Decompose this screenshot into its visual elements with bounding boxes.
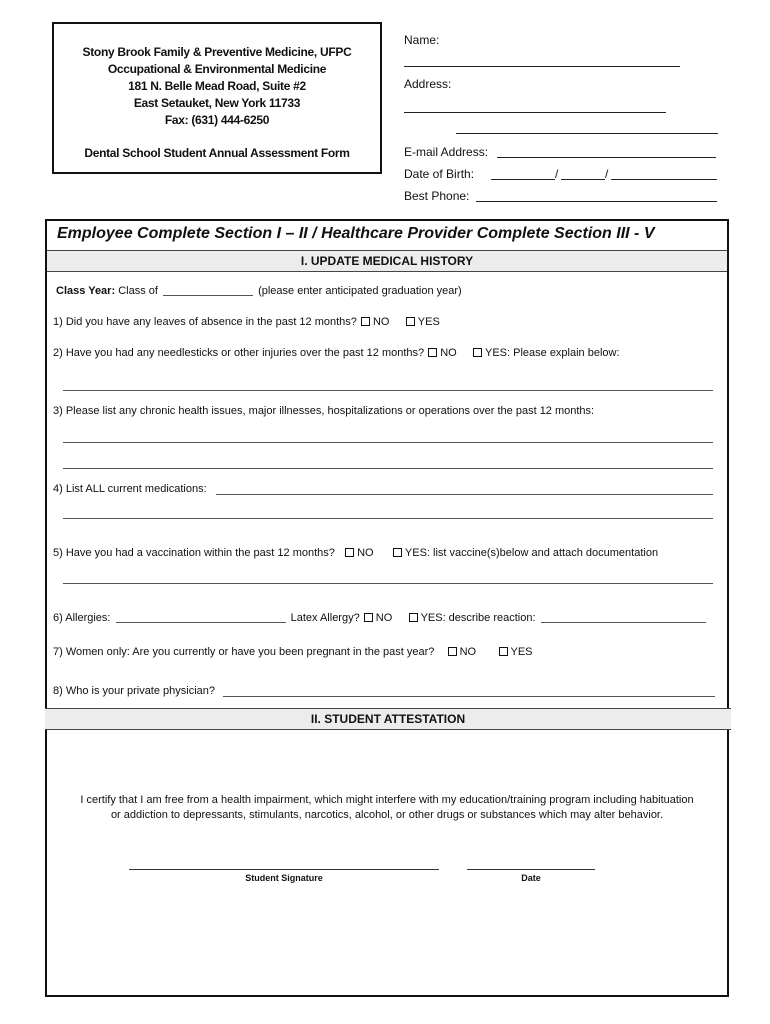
dob-year-field[interactable] bbox=[611, 179, 717, 180]
address-label: Address: bbox=[404, 77, 452, 91]
question-8-text: 8) Who is your private physician? bbox=[53, 685, 216, 697]
form-name: Dental School Student Annual Assessment Form bbox=[84, 146, 350, 160]
section1-header: I. UPDATE MEDICAL HISTORY bbox=[47, 250, 727, 272]
attestation-statement bbox=[47, 793, 727, 823]
section2-header: II. STUDENT ATTESTATION bbox=[45, 708, 731, 730]
class-year-field[interactable] bbox=[163, 295, 253, 296]
q7-no-label: NO bbox=[459, 646, 477, 658]
question-7-text: 7) Women only: Are you currently or have you been pregnant in the past year? bbox=[53, 646, 435, 658]
q5-vaccine-field[interactable] bbox=[63, 583, 713, 584]
q7-no-checkbox[interactable] bbox=[448, 647, 457, 656]
class-year-hint: (please enter anticipated graduation year) bbox=[258, 285, 462, 297]
q4-answer-line2[interactable] bbox=[63, 518, 713, 519]
dob-separator: / bbox=[605, 167, 609, 181]
q2-yes-checkbox[interactable] bbox=[473, 348, 482, 357]
phone-label: Best Phone: bbox=[404, 189, 470, 203]
reaction-field[interactable] bbox=[541, 622, 706, 623]
class-year-label: Class Year: bbox=[56, 285, 116, 297]
q5-no-label: NO bbox=[357, 547, 374, 559]
signature-label: Student Signature bbox=[245, 873, 323, 883]
q5-yes-checkbox[interactable] bbox=[393, 548, 402, 557]
q3-answer-line2[interactable] bbox=[63, 468, 713, 469]
org-line: Occupational & Environmental Medicine bbox=[107, 62, 327, 76]
attestation-line: I certify that I am free from a health impairment, which might interfere with my education/training program including habituation bbox=[80, 794, 694, 806]
q7-yes-checkbox[interactable] bbox=[499, 647, 508, 656]
form-instructions-title: Employee Complete Section I – II / Healthcare Provider Complete Section III - V bbox=[57, 225, 655, 242]
question-3-text: 3) Please list any chronic health issues, major illnesses, hospitalizations or operations over the past 12 months: bbox=[53, 405, 595, 417]
question-6 bbox=[53, 612, 708, 624]
question-2 bbox=[53, 347, 620, 359]
dob-day-field[interactable] bbox=[561, 179, 605, 180]
dob-month-field[interactable] bbox=[491, 179, 555, 180]
phone-field[interactable] bbox=[476, 201, 717, 202]
latex-yes-label: YES: describe reaction: bbox=[420, 612, 536, 624]
address-field-line2[interactable] bbox=[456, 133, 718, 134]
physician-field[interactable] bbox=[223, 696, 715, 697]
q2-yes-label: YES: Please explain below: bbox=[485, 347, 620, 359]
question-2-text: 2) Have you had any needlesticks or other injuries over the past 12 months? bbox=[53, 347, 425, 359]
question-7 bbox=[53, 646, 533, 658]
q5-yes-label: YES: list vaccine(s)below and attach documentation bbox=[404, 547, 659, 559]
q2-no-checkbox[interactable] bbox=[428, 348, 437, 357]
allergies-field[interactable] bbox=[116, 622, 286, 623]
clinic-header-box bbox=[52, 22, 382, 174]
latex-no-checkbox[interactable] bbox=[364, 613, 373, 622]
q3-answer-line1[interactable] bbox=[63, 442, 713, 443]
question-1 bbox=[53, 316, 440, 328]
q1-yes-label: YES bbox=[417, 316, 440, 328]
org-line: Stony Brook Family & Preventive Medicine, UFPC bbox=[82, 45, 352, 59]
dob-separator: / bbox=[555, 167, 559, 181]
attestation-line: or addiction to depressants, stimulants, narcotics, alcohol, or other drugs or substances which may alter behavior. bbox=[110, 809, 664, 821]
org-line: Fax: (631) 444-6250 bbox=[164, 113, 270, 127]
q1-no-checkbox[interactable] bbox=[361, 317, 370, 326]
question-5-text: 5) Have you had a vaccination within the past 12 months? bbox=[53, 547, 335, 559]
question-4-text: 4) List ALL current medications: bbox=[53, 483, 207, 495]
q4-answer-line1[interactable] bbox=[216, 494, 713, 495]
latex-yes-checkbox[interactable] bbox=[409, 613, 418, 622]
q5-no-checkbox[interactable] bbox=[345, 548, 354, 557]
dob-label: Date of Birth: bbox=[404, 167, 475, 181]
q2-no-label: NO bbox=[440, 347, 457, 359]
signature-field[interactable] bbox=[129, 869, 439, 870]
q7-yes-label: YES bbox=[510, 646, 533, 658]
question-5 bbox=[53, 547, 658, 559]
email-label: E-mail Address: bbox=[404, 145, 489, 159]
address-field-line1[interactable] bbox=[404, 112, 666, 113]
name-field[interactable] bbox=[404, 66, 680, 67]
latex-no-label: NO bbox=[375, 612, 393, 624]
date-field[interactable] bbox=[467, 869, 595, 870]
class-year-row bbox=[56, 285, 462, 297]
q1-no-label: NO bbox=[372, 316, 390, 328]
class-of-label: Class of bbox=[118, 285, 158, 297]
email-field[interactable] bbox=[497, 157, 716, 158]
q2-explain-field[interactable] bbox=[63, 390, 713, 391]
date-label: Date bbox=[521, 873, 541, 883]
org-line: 181 N. Belle Mead Road, Suite #2 bbox=[128, 79, 306, 93]
q1-yes-checkbox[interactable] bbox=[406, 317, 415, 326]
assessment-form bbox=[45, 219, 729, 997]
question-1-text: 1) Did you have any leaves of absence in the past 12 months? bbox=[53, 316, 357, 328]
question-6-text: 6) Allergies: bbox=[53, 612, 111, 624]
org-line: East Setauket, New York 11733 bbox=[133, 96, 301, 110]
latex-allergy-label: Latex Allergy? bbox=[290, 612, 360, 624]
name-label: Name: bbox=[404, 33, 440, 47]
